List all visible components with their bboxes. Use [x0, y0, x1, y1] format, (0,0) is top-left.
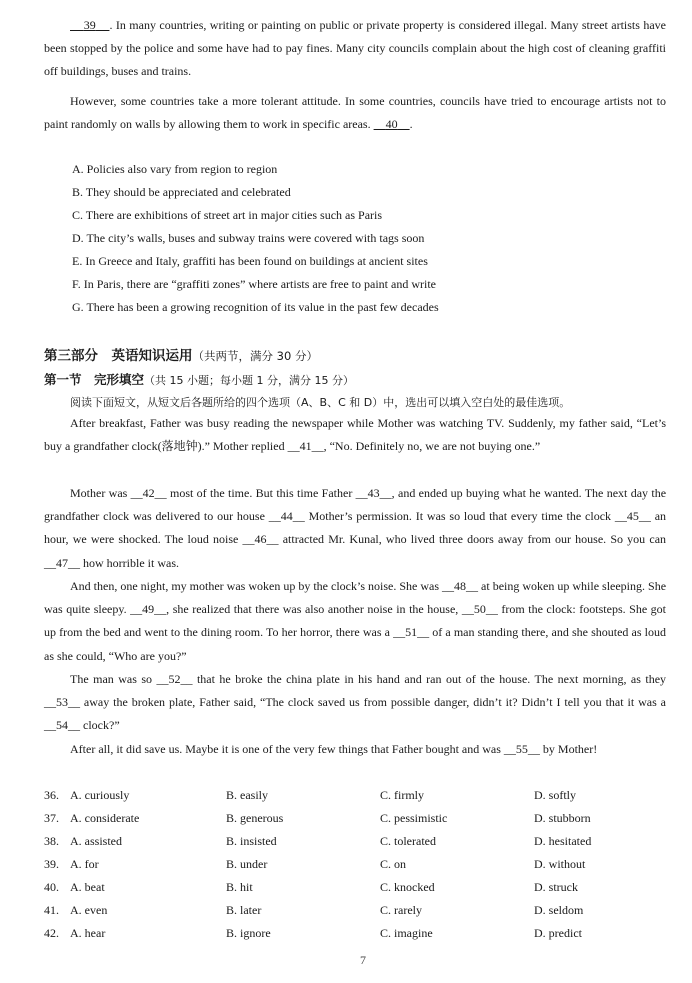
- option-g: G. There has been a growing recognition of its value in the past few decades: [72, 300, 439, 314]
- blank-45: __45__: [614, 509, 651, 524]
- option-d: D. The city’s walls, buses and subway trains were covered with tags soon: [72, 231, 425, 245]
- blank-55: __55__: [503, 742, 540, 756]
- passage-paragraph-2: However, some countries take a more tolerant attitude. In some countries, councils have tried to encourage artists not to paint randomly on walls by allowing them to work in specific areas. 40 .: [44, 94, 666, 132]
- blank-47: __47__: [44, 555, 80, 570]
- passage-text: . In many countries, writing or painting on public or private property is considered illegal. Many street artists have been stopped by the police and some have had to pay fines. Many city councils complain about the high cost of cleaning graffiti off buildings, buses and trains.: [44, 18, 667, 79]
- blank-49: __49__: [130, 602, 167, 617]
- cloze-paragraph-1: After breakfast, Father was busy reading the newspaper while Mother was watching TV. Suddenly, my father said, “Let’s buy a grandfather clock(落地钟).” Mother replied __41__, “No. Definitely no, we are not buying one.”: [44, 416, 666, 454]
- blank-54: __54__: [44, 718, 80, 733]
- cloze-paragraph-5: After all, it did save us. Maybe it is one of the very few things that Father bought and was __55__ by Mother!: [70, 742, 598, 756]
- option-c: C. There are exhibitions of street art in major cities such as Paris: [72, 208, 383, 222]
- passage-text: However, some countries take a more tolerant attitude. In some countries, councils have tried to encourage artists not to paint randomly on walls by allowing them to work in specific areas.: [44, 94, 666, 132]
- question-row: 41. A. even B. later C. rarely D. seldom: [44, 903, 584, 917]
- blank-50: __50__: [461, 602, 498, 617]
- question-row: 37. A. considerate B. generous C. pessimistic D. stubborn: [44, 811, 591, 825]
- section-subtitle: 第一节 完形填空（共 15 小题；每小题 1 分，满分 15 分）: [44, 372, 354, 387]
- option-f: F. In Paris, there are “graffiti zones” where artists are free to paint and write: [72, 277, 436, 291]
- section-title: 第三部分 英语知识运用（共两节，满分 30 分）: [44, 348, 318, 364]
- blank-40: 40: [385, 117, 398, 132]
- blank-42: __42__: [130, 486, 167, 500]
- blank-46: __46__: [242, 532, 279, 547]
- cloze-paragraph-4: The man was so __52__ that he broke the china plate in his hand and ran out of the house. The next morning, as they __53__ away the broken plate, Father said, “The clock saved us from possible danger, didn’t it? Didn’t I tell you that it was a __54__ clock?”: [44, 672, 667, 733]
- blank-44: __44__: [268, 509, 305, 524]
- cloze-paragraph-2: Mother was __42__ most of the time. But this time Father __43__, and ended up buying what he wanted. The next day the grandfather clock was delivered to our house __44__ Mother’s permission. It was so loud that every time the clock __45__ an hour, we were shocked. The loud noise __46__ attracted Mr. Kunal, who lived three doors away from our house. So you can __47__ how horrible it was.: [44, 486, 667, 570]
- question-row: 36. A. curiously B. easily C. firmly D. softly: [44, 788, 576, 802]
- blank-39: 39: [83, 18, 96, 32]
- blank-48: __48__: [442, 579, 479, 593]
- blank-51: __51__: [393, 625, 430, 640]
- cloze-paragraph-3: And then, one night, my mother was woken up by the clock’s noise. She was __48__ at being woken up while sleeping. She was quite sleepy. __49__, she realized that there was also another noise in the house, __50__ from the clock: footsteps. She got up from the bed and went to the dining room. To her horror, there was a __51__ of a man standing there, and she shouted as loud as she could, “Who are you?”: [44, 579, 667, 663]
- page-number: 7: [360, 953, 366, 967]
- question-row: 39. A. for B. under C. on D. without: [44, 857, 586, 871]
- passage-paragraph-1: [44, 14, 666, 84]
- blank-43: __43__: [355, 486, 392, 500]
- option-a: A. Policies also vary from region to region: [72, 162, 278, 176]
- blank-52: __52__: [156, 672, 193, 686]
- blank-53: __53__: [44, 695, 80, 710]
- instruction-text: 阅读下面短文，从短文后各题所给的四个选项（A、B、C 和 D）中，选出可以填入空白处的最佳选项。: [70, 396, 571, 409]
- question-row: 42. A. hear B. ignore C. imagine D. predict: [44, 926, 582, 940]
- option-e: E. In Greece and Italy, graffiti has been found on buildings at ancient sites: [72, 254, 428, 268]
- blank-41: __41__: [287, 439, 324, 454]
- option-b: B. They should be appreciated and celebrated: [72, 185, 291, 199]
- question-row: 38. A. assisted B. insisted C. tolerated D. hesitated: [44, 834, 592, 848]
- question-row: 40. A. beat B. hit C. knocked D. struck: [44, 880, 578, 894]
